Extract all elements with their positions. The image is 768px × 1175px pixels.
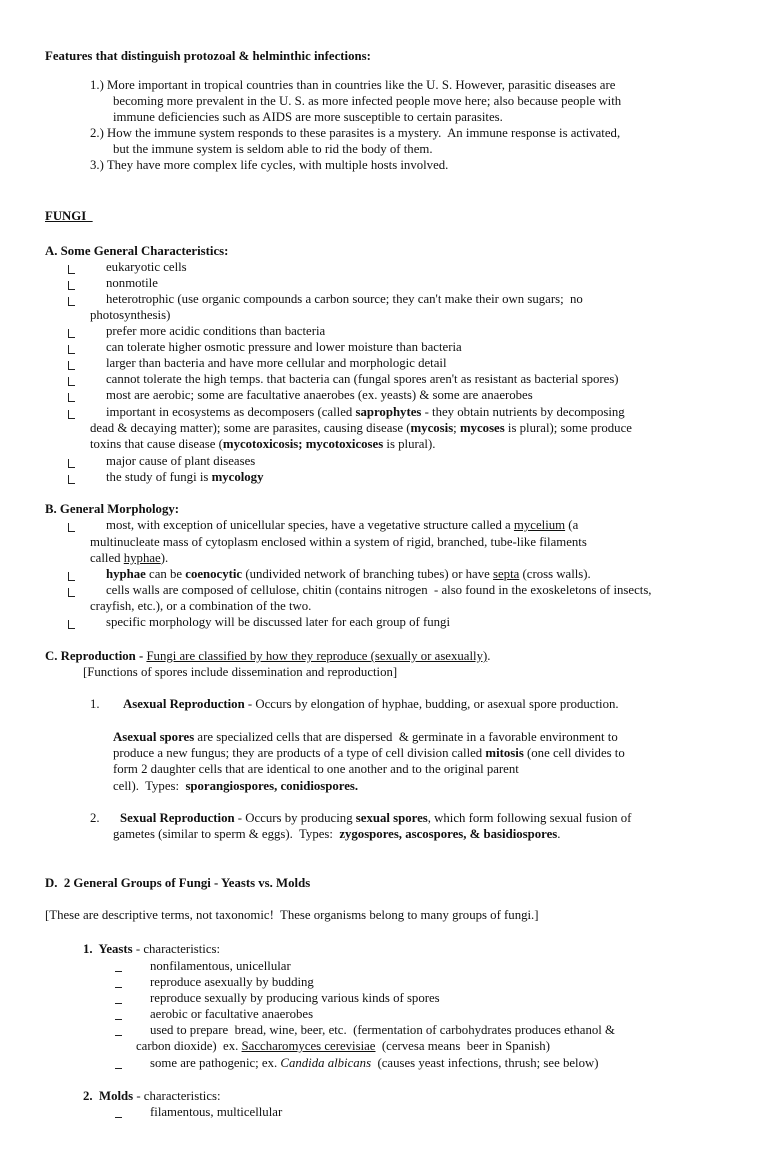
text-segment: heterotrophic (use organic compounds a carbon source; they can't make their own sugars; no — [106, 292, 583, 306]
text-segment: produce a new fungus; they are products of a type of cell division called — [113, 746, 486, 760]
text-line — [90, 77, 615, 93]
text-line — [106, 355, 447, 371]
text-line — [113, 141, 433, 157]
list-number: 2. — [90, 811, 100, 825]
text-segment: but the immune system is seldom able to rid the body of them. — [113, 142, 433, 156]
text-line — [150, 990, 440, 1006]
section-heading — [45, 501, 179, 517]
bullet-icon — [68, 620, 75, 629]
text-segment: immune deficiencies such as AIDS are more susceptible to certain parasites. — [113, 110, 503, 124]
bullet-icon — [68, 410, 75, 419]
text-line — [106, 387, 533, 403]
text-line — [113, 109, 503, 125]
text-line — [106, 323, 325, 339]
bullet-icon — [68, 393, 75, 402]
text-segment: aerobic or facultative anaerobes — [150, 1007, 314, 1021]
text-segment: carbon dioxide) ex. — [136, 1039, 242, 1053]
bullet-icon — [68, 281, 75, 290]
bold-term: Sexual Reproduction — [120, 811, 235, 825]
text-segment: - characteristics: — [133, 1089, 221, 1103]
text-line — [90, 307, 170, 323]
text-segment: reproduce sexually by producing various kinds of spores — [150, 991, 440, 1005]
underlined-term: Fungi are classified by how they reproduce (sexually or asexually) — [146, 649, 488, 663]
text-segment: toxins that cause disease ( — [90, 437, 223, 451]
underlined-term: hyphae — [123, 551, 161, 565]
text-segment: the study of fungi is — [106, 470, 212, 484]
text-segment: eukaryotic cells — [106, 260, 187, 274]
underlined-term: septa — [493, 567, 520, 581]
text-segment: becoming more prevalent in the U. S. as more infected people move here; also because people with — [113, 94, 622, 108]
text-segment: [These are descriptive terms, not taxonomic! These organisms belong to many groups of fungi.] — [45, 908, 539, 922]
text-line — [106, 259, 187, 275]
text-line — [150, 974, 314, 990]
bold-term: zygospores, ascospores, & basidiospores — [339, 827, 558, 841]
text-line — [90, 598, 311, 614]
bullet-icon — [68, 345, 75, 354]
text-line — [83, 1088, 221, 1104]
text-line — [106, 371, 619, 387]
text-segment: called — [90, 551, 124, 565]
bullet-icon — [115, 1003, 122, 1004]
text-segment: some are pathogenic; ex. — [150, 1056, 281, 1070]
text-segment: most are aerobic; some are facultative anaerobes (ex. yeasts) & some are anaerobes — [106, 388, 533, 402]
text-segment: nonmotile — [106, 276, 158, 290]
text-segment: ; — [453, 421, 460, 435]
text-line — [90, 125, 620, 141]
underlined-term: mycelium — [513, 518, 566, 532]
text-segment: reproduce asexually by budding — [150, 975, 314, 989]
text-segment: cell). Types: — [113, 779, 186, 793]
bold-term: 1. Yeasts — [83, 942, 133, 956]
bullet-icon — [115, 1035, 122, 1036]
text-line — [90, 420, 632, 436]
bold-term: saprophytes — [355, 405, 422, 419]
text-segment: (one cell divides to — [523, 746, 625, 760]
text-line — [45, 907, 539, 923]
text-segment: - characteristics: — [132, 942, 221, 956]
text-line — [90, 550, 168, 566]
text-segment: are specialized cells that are dispersed & germinate in a favorable environment to — [194, 730, 618, 744]
bullet-icon — [68, 377, 75, 386]
text-segment: used to prepare bread, wine, beer, etc. (fermentation of carbohydrates produces ethanol & — [150, 1023, 615, 1037]
text-segment: , which form following sexual fusion of — [427, 811, 632, 825]
text-segment: larger than bacteria and have more cellular and morphologic detail — [106, 356, 447, 370]
text-segment: - Occurs by elongation of hyphae, budding, or asexual spore production. — [244, 697, 619, 711]
bold-term: mycotoxicosis; mycotoxicoses — [222, 437, 384, 451]
text-line — [113, 729, 618, 745]
text-segment: . — [557, 827, 561, 841]
text-line — [106, 566, 591, 582]
text-segment: major cause of plant diseases — [106, 454, 256, 468]
text-segment: (a — [565, 518, 579, 532]
text-segment: - Occurs by producing — [234, 811, 356, 825]
text-segment: can be — [145, 567, 186, 581]
bold-term: mitosis — [485, 746, 524, 760]
text-line — [106, 517, 578, 533]
bullet-icon — [68, 329, 75, 338]
bold-term: FUNGI — [45, 209, 93, 223]
bullet-icon — [68, 475, 75, 484]
bullet-icon — [115, 1117, 122, 1118]
text-line — [150, 1104, 282, 1120]
bold-term: 2. Molds — [83, 1089, 134, 1103]
text-segment: (undivided network of branching tubes) or have — [242, 567, 494, 581]
text-segment: [Functions of spores include dissemination and reproduction] — [83, 665, 398, 679]
text-segment: 2.) How the immune system responds to these parasites is a mystery. An immune response is activated, — [90, 126, 621, 140]
bold-term: hyphae — [106, 567, 146, 581]
bullet-icon — [115, 987, 122, 988]
text-line — [150, 958, 291, 974]
bold-term: mycoses — [459, 421, 505, 435]
text-line — [106, 614, 450, 630]
text-line — [113, 761, 519, 777]
bullet-icon — [68, 572, 75, 581]
text-line — [150, 1006, 313, 1022]
section-heading — [45, 48, 371, 64]
text-segment: cannot tolerate the high temps. that bacteria can (fungal spores aren't as resistant as bacterial spores) — [106, 372, 619, 386]
bold-term: sexual spores — [355, 811, 428, 825]
text-segment: gametes (similar to sperm & eggs). Types: — [113, 827, 340, 841]
bullet-icon — [68, 459, 75, 468]
text-segment: multinucleate mass of cytoplasm enclosed within a system of rigid, branched, tube-like filaments — [90, 535, 587, 549]
bullet-icon — [115, 1068, 122, 1069]
bold-term: D. 2 General Groups of Fungi - Yeasts vs. Molds — [45, 876, 311, 890]
text-line — [106, 404, 625, 420]
text-segment: can tolerate higher osmotic pressure and lower moisture than bacteria — [106, 340, 462, 354]
text-line — [113, 745, 625, 761]
text-segment: important in ecosystems as decomposers (called — [106, 405, 356, 419]
underlined-term: Saccharomyces cerevisiae — [241, 1039, 376, 1053]
text-segment: nonfilamentous, unicellular — [150, 959, 291, 973]
text-line — [106, 339, 462, 355]
text-line — [90, 436, 435, 452]
bold-term: sporangiospores, conidiospores. — [185, 779, 359, 793]
text-line — [136, 1038, 550, 1054]
bold-term: Asexual spores — [113, 730, 195, 744]
text-segment: (cervesa means beer in Spanish) — [375, 1039, 550, 1053]
text-line — [106, 469, 263, 485]
text-segment: (cross walls). — [519, 567, 591, 581]
bold-term: C. Reproduction - — [45, 649, 147, 663]
bold-term: B. General Morphology: — [45, 502, 179, 516]
bold-term: Asexual Reproduction — [123, 697, 245, 711]
text-line — [106, 291, 583, 307]
text-line — [90, 534, 587, 550]
text-segment: is plural). — [383, 437, 436, 451]
text-line — [113, 93, 621, 109]
bullet-icon — [68, 265, 75, 274]
text-segment: form 2 daughter cells that are identical to one another and to the original parent — [113, 762, 519, 776]
text-line — [123, 696, 619, 712]
text-line — [83, 941, 220, 957]
list-number: 1. — [90, 697, 100, 711]
bullet-icon — [115, 971, 122, 972]
text-segment: ). — [160, 551, 169, 565]
section-heading — [45, 648, 490, 664]
text-line — [150, 1055, 599, 1071]
bullet-icon — [68, 361, 75, 370]
italic-term: Candida albicans — [280, 1056, 372, 1070]
text-line — [113, 778, 358, 794]
bullet-icon — [68, 523, 75, 532]
section-heading — [45, 875, 310, 891]
text-segment: . — [487, 649, 491, 663]
bold-term: Features that distinguish protozoal & helminthic infections: — [45, 49, 371, 63]
text-segment: cells walls are composed of cellulose, chitin (contains nitrogen - also found in the exoskeletons of insects, — [106, 583, 652, 597]
text-segment: crayfish, etc.), or a combination of the two. — [90, 599, 312, 613]
text-segment: photosynthesis) — [90, 308, 171, 322]
text-segment: most, with exception of unicellular species, have a vegetative structure called a — [106, 518, 514, 532]
bold-term: A. Some General Characteristics: — [45, 244, 229, 258]
text-segment: dead & decaying matter); some are parasites, causing disease ( — [90, 421, 411, 435]
text-segment: - they obtain nutrients by decomposing — [421, 405, 625, 419]
bold-term: mycosis — [410, 421, 454, 435]
text-segment: 3.) They have more complex life cycles, with multiple hosts involved. — [90, 158, 449, 172]
text-line — [90, 157, 448, 173]
bullet-icon — [68, 297, 75, 306]
text-segment: is plural); some produce — [504, 421, 632, 435]
text-line — [120, 810, 631, 826]
text-line — [106, 275, 158, 291]
bullet-icon — [68, 588, 75, 597]
text-line — [150, 1022, 615, 1038]
bold-term: coenocytic — [185, 567, 243, 581]
text-segment: (causes yeast infections, thrush; see below) — [371, 1056, 599, 1070]
text-segment: filamentous, multicellular — [150, 1105, 283, 1119]
text-line — [83, 664, 397, 680]
section-heading — [45, 208, 93, 224]
text-line — [106, 453, 255, 469]
section-heading — [45, 243, 228, 259]
text-segment: specific morphology will be discussed later for each group of fungi — [106, 615, 450, 629]
text-segment: 1.) More important in tropical countries than in countries like the U. S. However, parasitic diseases are — [90, 78, 616, 92]
bold-term: mycology — [211, 470, 264, 484]
bullet-icon — [115, 1019, 122, 1020]
text-segment: prefer more acidic conditions than bacteria — [106, 324, 326, 338]
text-line — [106, 582, 652, 598]
text-line — [113, 826, 560, 842]
